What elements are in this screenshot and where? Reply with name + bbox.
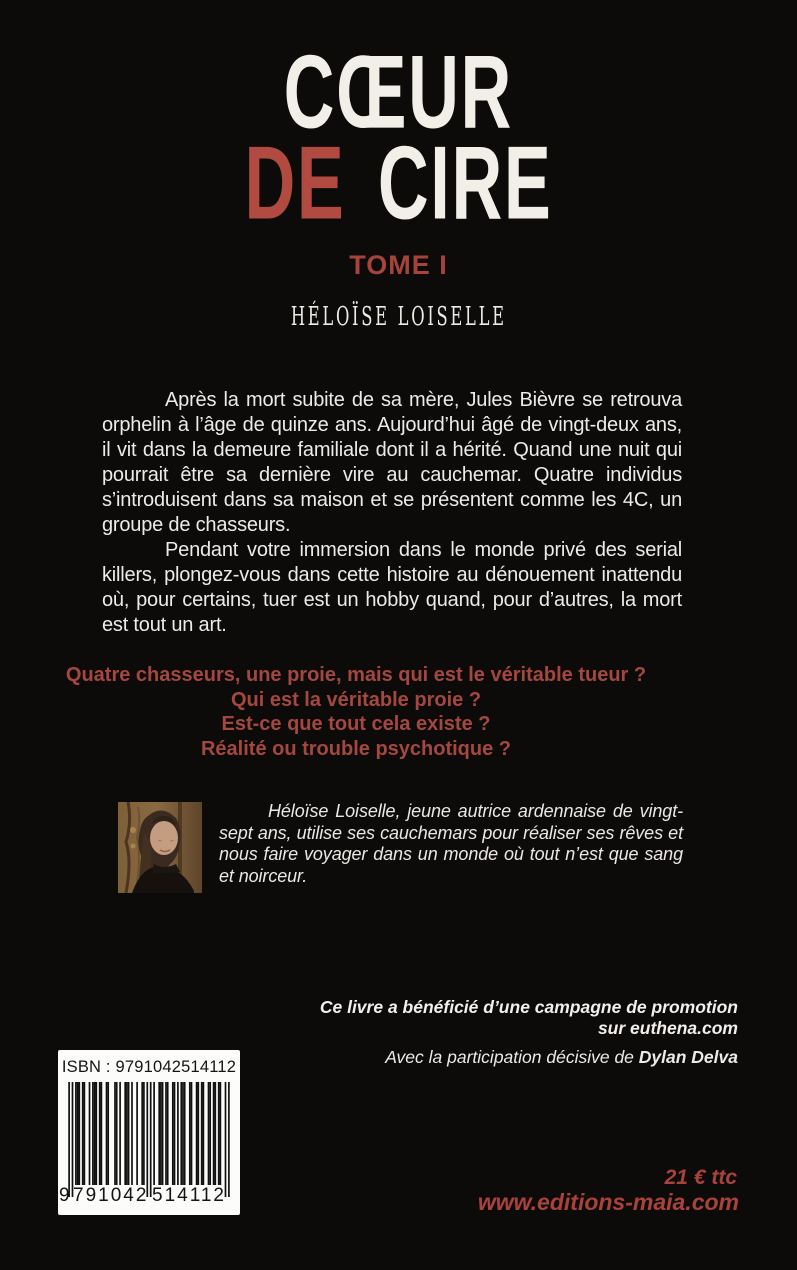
book-title-line1	[0, 32, 797, 150]
tagline-question-1: Quatre chasseurs, une proie, mais qui est le véritable tueur ?	[65, 664, 647, 686]
tagline-questions	[56, 663, 656, 761]
title-cire-text: CIRE	[377, 123, 553, 241]
title-space	[346, 124, 378, 241]
tagline-question-3: Est-ce que tout cela existe ?	[221, 713, 491, 735]
barcode-bars	[68, 1082, 230, 1197]
isbn-label	[58, 1050, 240, 1215]
author-photo	[118, 802, 202, 893]
synopsis-paragraph-2: Pendant votre immersion dans le monde privé des serial killers, plongez-vous dans cette histoire au dénouement inattendu où, pour certains, tuer est un hobby quand, pour d’autres, la mort est tout un art.	[102, 539, 682, 636]
author-bio	[219, 801, 683, 887]
author-photo-image	[118, 802, 202, 893]
promotion-line-2: sur euthena.com	[597, 1017, 738, 1038]
tagline-question-2: Qui est la véritable proie ?	[230, 688, 482, 711]
price: 21 € ttc	[664, 1166, 737, 1189]
book-title-line2	[0, 123, 797, 241]
tome-number: TOME I	[349, 250, 448, 280]
participation-note	[385, 1047, 738, 1068]
promotion-line-1: Ce livre a bénéficié d’une campagne de promotion	[319, 997, 738, 1017]
title-de-text: DE	[244, 123, 346, 241]
participation-prefix: Avec la participation décisive de	[385, 1047, 639, 1067]
isbn-text: ISBN : 9791042514112	[61, 1058, 237, 1076]
author-name: HÉLOÏSE LOISELLE	[290, 300, 507, 332]
participation-name: Dylan Delva	[638, 1047, 738, 1067]
tagline-question-4: Réalité ou trouble psychotique ?	[200, 737, 512, 760]
author-name-row	[0, 300, 797, 332]
synopsis-paragraph-1: Après la mort subite de sa mère, Jules Bièvre se retrouva orphelin à l’âge de quinze ans. Aujourd’hui âgé de vingt-deux ans, il vit dans la demeure familiale dont il a hérité. Quand une nuit qui pourrait être sa dernière vire au cauchemar. Quatre individus s’introduisent dans sa maison et se présentent comme les 4C, un groupe de chasseurs.	[102, 389, 682, 536]
synopsis	[102, 388, 682, 638]
promotion-note	[320, 997, 738, 1038]
title-coeur-text: CŒUR	[283, 32, 514, 150]
publisher-website: www.editions-maia.com	[477, 1189, 739, 1215]
barcode-digit-first: 9	[59, 1185, 70, 1206]
barcode-digits	[58, 1185, 240, 1207]
author-bio-text: Héloïse Loiselle, jeune autrice ardennaise de vingt-sept ans, utilise ses cauchemars pour réaliser ses rêves et nous faire voyager dans un monde où tout n’est que sang et noirceur.	[219, 801, 683, 886]
barcode-digit-group2: 514112	[152, 1185, 226, 1206]
barcode-digit-group1: 791042	[73, 1185, 149, 1206]
